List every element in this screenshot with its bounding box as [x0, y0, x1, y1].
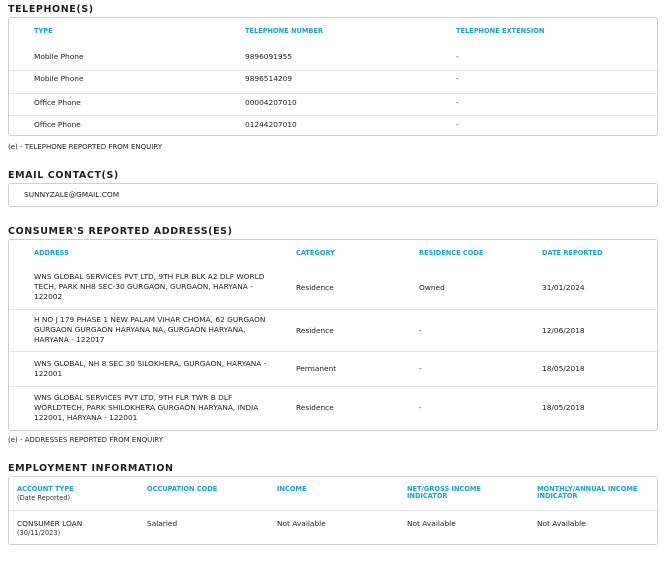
addresses-header-address: ADDRESS: [34, 249, 69, 257]
address-row-3-category: Permanent: [296, 364, 337, 373]
telephone-row-2-type: Mobile Phone: [34, 74, 84, 83]
telephone-row-4-extension: -: [456, 120, 459, 129]
telephones-table: [8, 17, 658, 136]
addresses-header-category: CATEGORY: [296, 249, 335, 257]
header-divider: [9, 510, 657, 511]
address-row-1-category: Residence: [296, 283, 334, 292]
employment-header-income: INCOME: [277, 485, 307, 493]
telephone-row-2-extension: -: [456, 74, 459, 83]
telephone-row-1-number: 9896091955: [245, 52, 293, 61]
employment-header-monthly-annual: MONTHLY/ANNUAL INCOME INDICATOR: [537, 485, 638, 500]
addresses-header-residence: RESIDENCE CODE: [419, 249, 484, 257]
employment-header-occupation: OCCUPATION CODE: [147, 485, 218, 493]
employment-occupation: Salaried: [147, 519, 178, 528]
address-row-4-address: WNS GLOBAL SERVICES PVT LTD, 9TH FLR TWR B DLF WORLDTECH, PARK SHILOKHERA GURGAON HARYANA, INDIA 122001, HARYANA - 122001: [34, 393, 259, 422]
addresses-note: (e) - ADDRESSES REPORTED FROM ENQUIRY: [8, 436, 163, 444]
row-divider: [9, 386, 657, 387]
employment-account-type: CONSUMER LOAN: [17, 519, 83, 528]
email-section-title: EMAIL CONTACT(S): [8, 170, 119, 181]
telephone-row-4-type: Office Phone: [34, 120, 81, 129]
row-divider: [9, 93, 657, 94]
employment-date-reported: (30/11/2023): [17, 529, 61, 537]
telephone-row-3-type: Office Phone: [34, 98, 81, 107]
address-row-4-category: Residence: [296, 403, 334, 412]
address-row-3-date: 18/05/2018: [542, 364, 585, 373]
address-row-1-residence: Owned: [419, 283, 445, 292]
telephones-section-title: TELEPHONE(S): [8, 4, 94, 15]
address-row-2-residence: -: [419, 326, 422, 335]
address-row-3-residence: -: [419, 364, 422, 373]
telephones-header-number: TELEPHONE NUMBER: [245, 27, 324, 35]
telephones-note: (e) - TELEPHONE REPORTED FROM ENQUIRY: [8, 143, 163, 151]
row-divider: [9, 351, 657, 352]
employment-section-title: EMPLOYMENT INFORMATION: [8, 463, 174, 474]
telephone-row-2-number: 9896514209: [245, 74, 293, 83]
telephone-row-1-extension: -: [456, 52, 459, 61]
address-row-2-date: 12/06/2018: [542, 326, 585, 335]
address-row-2-category: Residence: [296, 326, 334, 335]
employment-table: [8, 476, 658, 545]
address-row-3-address: WNS GLOBAL, NH 8 SEC 30 SILOKHERA, GURGAON, HARYANA - 122001: [34, 359, 267, 378]
address-row-1-date: 31/01/2024: [542, 283, 585, 292]
addresses-section-title: CONSUMER'S REPORTED ADDRESS(ES): [8, 226, 233, 237]
employment-monthly-annual: Not Available: [537, 519, 586, 528]
telephone-row-3-number: 00004207010: [245, 98, 297, 107]
employment-header-account-type: ACCOUNT TYPE: [17, 485, 74, 493]
address-row-1-address: WNS GLOBAL SERVICES PVT LTD, 9TH FLR BLK A2 DLF WORLD TECH, PARK NH8 SEC-30 GURGAON, GURGAON, HARYANA - 122002: [34, 272, 265, 301]
employment-income: Not Available: [277, 519, 326, 528]
email-box: [8, 183, 658, 207]
address-row-4-date: 18/05/2018: [542, 403, 585, 412]
employment-header-account-type-sub: (Date Reported): [17, 494, 71, 502]
row-divider: [9, 309, 657, 310]
address-row-4-residence: -: [419, 403, 422, 412]
telephones-header-extension: TELEPHONE EXTENSION: [456, 27, 545, 35]
email-value: SUNNYZALE@GMAIL.COM: [24, 190, 120, 199]
row-divider: [9, 115, 657, 116]
employment-header-net-gross: NET/GROSS INCOME INDICATOR: [407, 485, 482, 500]
addresses-header-date: DATE REPORTED: [542, 249, 603, 257]
telephones-header-type: TYPE: [34, 27, 53, 35]
telephone-row-4-number: 01244207010: [245, 120, 297, 129]
telephone-row-3-extension: -: [456, 98, 459, 107]
row-divider: [9, 70, 657, 71]
employment-net-gross: Not Available: [407, 519, 456, 528]
telephone-row-1-type: Mobile Phone: [34, 52, 84, 61]
addresses-table: [8, 239, 658, 431]
address-row-2-address: H NO J 179 PHASE 1 NEW PALAM VIHAR CHOMA, 62 GURGAON GURGAON GURGAON HARYANA NA, GURGAON HARYANA, HARYANA - 122017: [34, 315, 266, 344]
